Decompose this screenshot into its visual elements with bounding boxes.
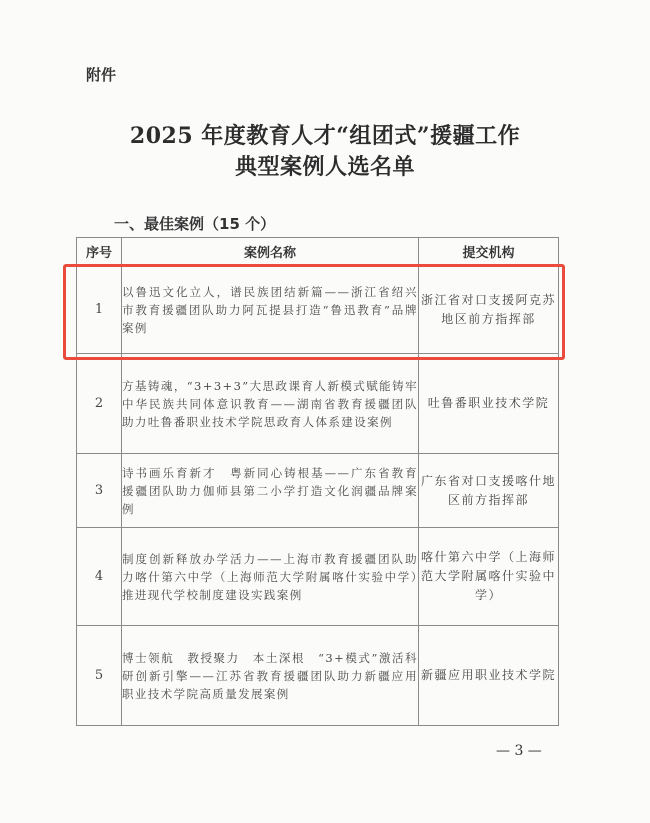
section-heading: 一、最佳案例（15 个） bbox=[114, 215, 276, 233]
row-number: 2 bbox=[77, 354, 122, 454]
row-organization: 喀什第六中学（上海师范大学附属喀什实验中学） bbox=[419, 528, 559, 626]
row-case-name bbox=[122, 354, 419, 454]
header-organization: 提交机构 bbox=[419, 238, 559, 266]
attachment-label: 附件 bbox=[86, 66, 117, 84]
row-number: 5 bbox=[77, 626, 122, 726]
row-number: 4 bbox=[77, 528, 122, 626]
table-row bbox=[77, 454, 559, 528]
cases-table bbox=[76, 237, 559, 726]
row-case-name: 以鲁迅文化立人，谱民族团结新篇——浙江省绍兴市教育援疆团队助力阿瓦提县打造“鲁迅教育”品牌案例 bbox=[122, 266, 419, 354]
row-case-name-prefix: 方基铸魂，“3+3+3” bbox=[122, 378, 250, 393]
document-title-line-2: 典型案例人选名单 bbox=[234, 154, 415, 180]
table-row bbox=[77, 626, 559, 726]
row-case-name-text: 大思政课育人新模式赋能铸牢中华民族共同体意识教育——湖南省教育援疆团队助力吐鲁番职业技术学院思政育人体系建设案例 bbox=[122, 378, 418, 429]
row-case-name: 诗书画乐育新才 粤新同心铸根基——广东省教育援疆团队助力伽师县第二小学打造文化润疆品牌案例 bbox=[122, 454, 419, 528]
table-header-row bbox=[77, 238, 559, 266]
row-case-name: 博士领航 教授聚力 本土深根 “3+模式”激活科研创新引擎——江苏省教育援疆团队助力新疆应用职业技术学院高质量发展案例 bbox=[122, 626, 419, 726]
header-case-name: 案例名称 bbox=[122, 238, 419, 266]
page-number: — 3 — bbox=[496, 743, 542, 759]
header-number: 序号 bbox=[77, 238, 122, 266]
row-organization: 新疆应用职业技术学院 bbox=[419, 626, 559, 726]
row-organization: 广东省对口支援喀什地区前方指挥部 bbox=[419, 454, 559, 528]
document-title-line-1: 2025 年度教育人才“组团式”援疆工作 bbox=[129, 123, 521, 149]
table-row bbox=[77, 528, 559, 626]
table-row bbox=[77, 354, 559, 454]
row-number: 3 bbox=[77, 454, 122, 528]
row-organization: 吐鲁番职业技术学院 bbox=[419, 354, 559, 454]
row-number: 1 bbox=[77, 266, 122, 354]
row-case-name: 制度创新释放办学活力——上海市教育援疆团队助力喀什第六中学（上海师范大学附属喀什实验中学）推进现代学校制度建设实践案例 bbox=[122, 528, 419, 626]
table-row bbox=[77, 266, 559, 354]
row-organization: 浙江省对口支援阿克苏地区前方指挥部 bbox=[419, 266, 559, 354]
